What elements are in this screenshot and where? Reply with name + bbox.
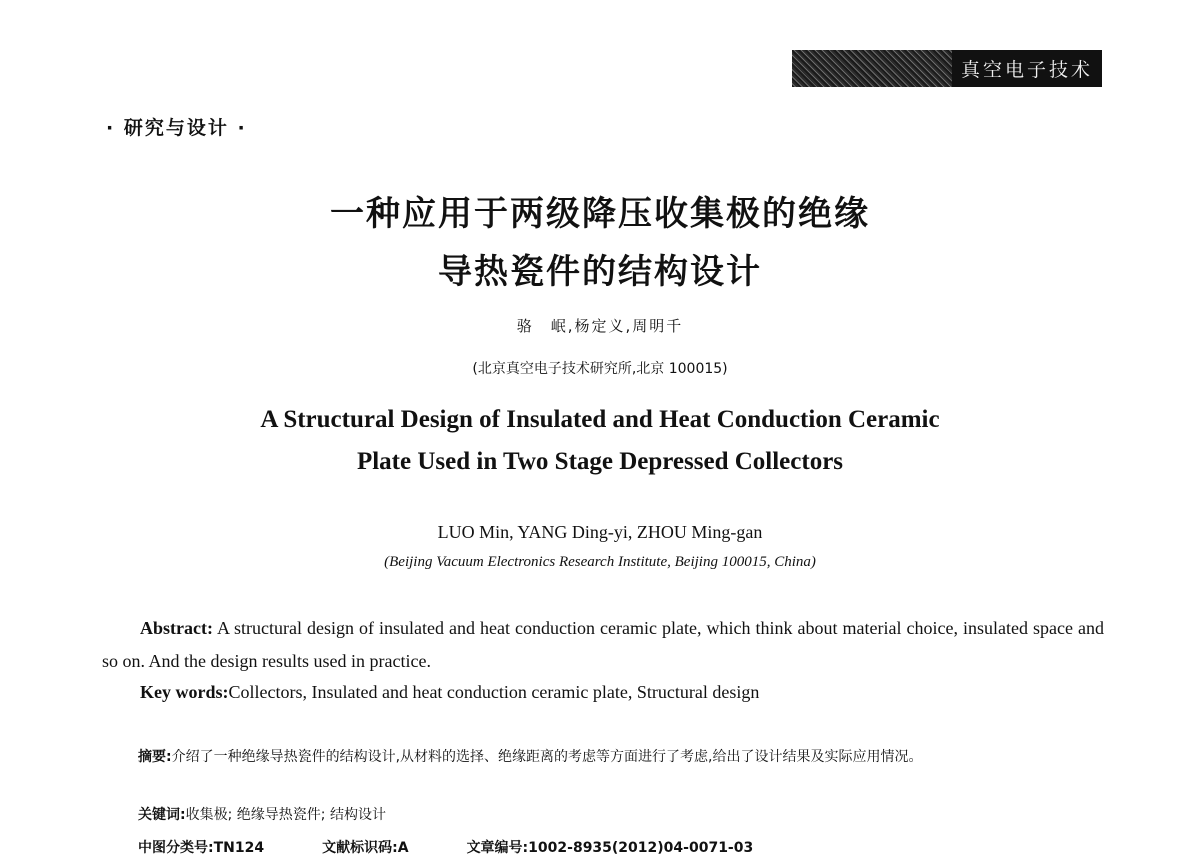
chinese-keywords-label: 关键词: [138, 807, 186, 823]
chinese-keywords [138, 803, 386, 827]
english-abstract [102, 612, 1104, 678]
english-affiliation: (Beijing Vacuum Electronics Research Institute, Beijing 100015, China) [384, 554, 816, 570]
chinese-abstract-label: 摘要: [138, 749, 172, 765]
article-number-label: 文章编号: [466, 840, 529, 856]
document-code-value: A [397, 840, 409, 856]
chinese-abstract [100, 742, 1104, 772]
chinese-affiliation: (北京真空电子技术研究所,北京 100015) [472, 361, 728, 377]
document-code [322, 836, 408, 860]
classification-line [138, 836, 811, 860]
chinese-authors: 骆 岷,杨定义,周明千 [516, 317, 684, 335]
article-number-value: 1002-8935(2012)04-0071-03 [528, 840, 754, 856]
chinese-keywords-text: 收集极; 绝缘导热瓷件; 结构设计 [185, 807, 386, 823]
section-label: · 研究与设计 · [106, 117, 247, 139]
banner-texture-decoration [792, 50, 952, 87]
english-title-line-2: Plate Used in Two Stage Depressed Collectors [356, 448, 844, 475]
document-code-label: 文献标识码: [322, 840, 398, 856]
clc-value: TN124 [213, 840, 265, 856]
article-number [467, 836, 754, 860]
english-abstract-label: Abstract: [140, 618, 213, 638]
clc-label: 中图分类号: [138, 840, 214, 856]
journal-banner [792, 50, 1102, 87]
chinese-abstract-text: 介绍了一种绝缘导热瓷件的结构设计,从材料的选择、绝缘距离的考虑等方面进行了考虑,给出了设计结果及实际应用情况。 [171, 749, 923, 765]
chinese-title-line-2: 导热瓷件的结构设计 [438, 252, 762, 292]
english-keywords-label: Key words: [140, 682, 229, 702]
english-keywords-text: Collectors, Insulated and heat conduction ceramic plate, Structural design [228, 682, 760, 702]
english-keywords [140, 680, 759, 704]
english-authors: LUO Min, YANG Ding-yi, ZHOU Ming-gan [437, 522, 763, 542]
journal-name: 真空电子技术 [952, 50, 1102, 87]
clc-number [138, 836, 264, 860]
chinese-title-line-1: 一种应用于两级降压收集极的绝缘 [330, 194, 870, 234]
english-abstract-text: A structural design of insulated and heat conduction ceramic plate, which think about material choice, insulated space and so on. And the design results used in practice. [102, 618, 1104, 671]
english-title-line-1: A Structural Design of Insulated and Heat Conduction Ceramic [260, 406, 940, 433]
